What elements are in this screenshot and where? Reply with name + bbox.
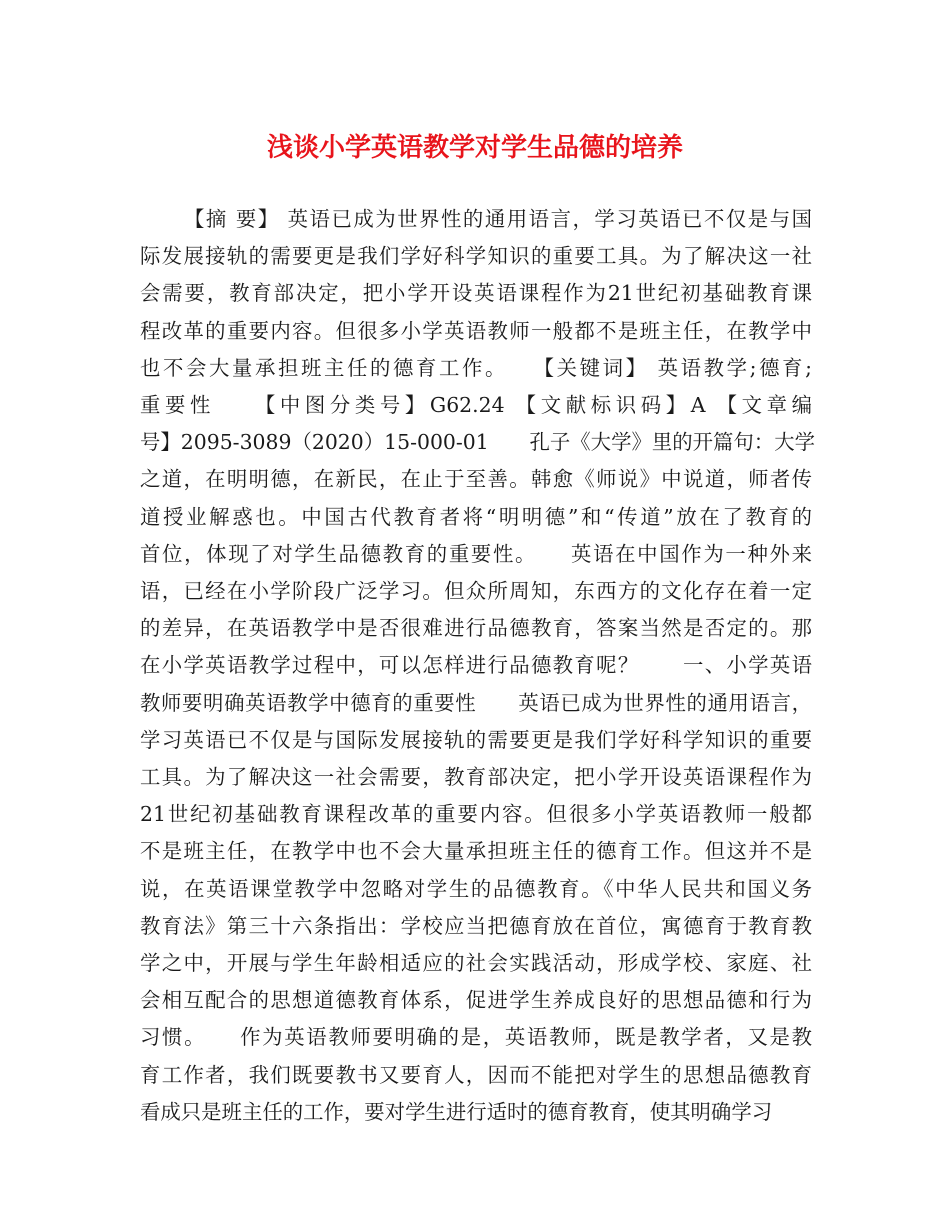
text-line: 习惯。 作为英语教师要明确的是，英语教师，既是教学者，又是教 xyxy=(140,1025,812,1050)
text-line: 说，在英语课堂教学中忽略对学生的品德教育。《中华人民共和国义务 xyxy=(140,876,812,901)
text-line: 学之中，开展与学生年龄相适应的社会实践活动，形成学校、家庭、社 xyxy=(140,951,812,976)
text-line: 道授业解惑也。中国古代教育者将“明明德”和“传道”放在了教育的 xyxy=(140,504,812,529)
body-text xyxy=(140,201,815,1131)
text-line: 的差异，在英语教学中是否很难进行品德教育，答案当然是否定的。那 xyxy=(140,616,812,641)
text-line: 号】2095-3089（2020）15-000-01 孔子《大学》里的开篇句：大学 xyxy=(140,430,815,455)
text-line: 看成只是班主任的工作，要对学生进行适时的德育教育，使其明确学习 xyxy=(140,1099,773,1124)
text-line: 重要性 【中图分类号】G62.24 【文献标识码】A 【文章编 xyxy=(140,393,812,418)
text-line: 教师要明确英语教学中德育的重要性 英语已成为世界性的通用语言， xyxy=(140,690,812,715)
text-line: 际发展接轨的需要更是我们学好科学知识的重要工具。为了解决这一社 xyxy=(140,244,812,269)
text-line: 会需要，教育部决定，把小学开设英语课程作为21世纪初基础教育课 xyxy=(140,281,812,306)
text-line: 之道，在明明德，在新民，在止于至善。韩愈《师说》中说道，师者传 xyxy=(140,467,812,492)
text-line: 工具。为了解决这一社会需要，教育部决定，把小学开设英语课程作为 xyxy=(140,765,812,790)
text-line: 学习英语已不仅是与国际发展接轨的需要更是我们学好科学知识的重要 xyxy=(140,727,812,752)
text-line: 会相互配合的思想道德教育体系，促进学生养成良好的思想品德和行为 xyxy=(140,988,812,1013)
text-line: 教育法》第三十六条指出：学校应当把德育放在首位，寓德育于教育教 xyxy=(140,913,812,938)
text-line: 首位，体现了对学生品德教育的重要性。 英语在中国作为一种外来 xyxy=(140,541,812,566)
page-title: 浅谈小学英语教学对学生品德的培养 xyxy=(266,133,683,163)
text-line: 在小学英语教学过程中，可以怎样进行品德教育呢？ 一、小学英语 xyxy=(140,653,812,678)
text-line: 21世纪初基础教育课程改革的重要内容。但很多小学英语教师一般都 xyxy=(140,802,812,827)
text-line: 育工作者，我们既要教书又要育人，因而不能把对学生的思想品德教育 xyxy=(140,1062,812,1087)
text-line: 【摘 要】 英语已成为世界性的通用语言，学习英语已不仅是与国 xyxy=(184,207,812,231)
text-line: 不是班主任，在教学中也不会大量承担班主任的德育工作。但这并不是 xyxy=(140,839,812,864)
text-line: 语，已经在小学阶段广泛学习。但众所周知，东西方的文化存在着一定 xyxy=(140,579,812,604)
text-line: 程改革的重要内容。但很多小学英语教师一般都不是班主任，在教学中 xyxy=(140,318,812,343)
text-line: 也不会大量承担班主任的德育工作。 【关键词】 英语教学;德育; xyxy=(140,355,812,380)
